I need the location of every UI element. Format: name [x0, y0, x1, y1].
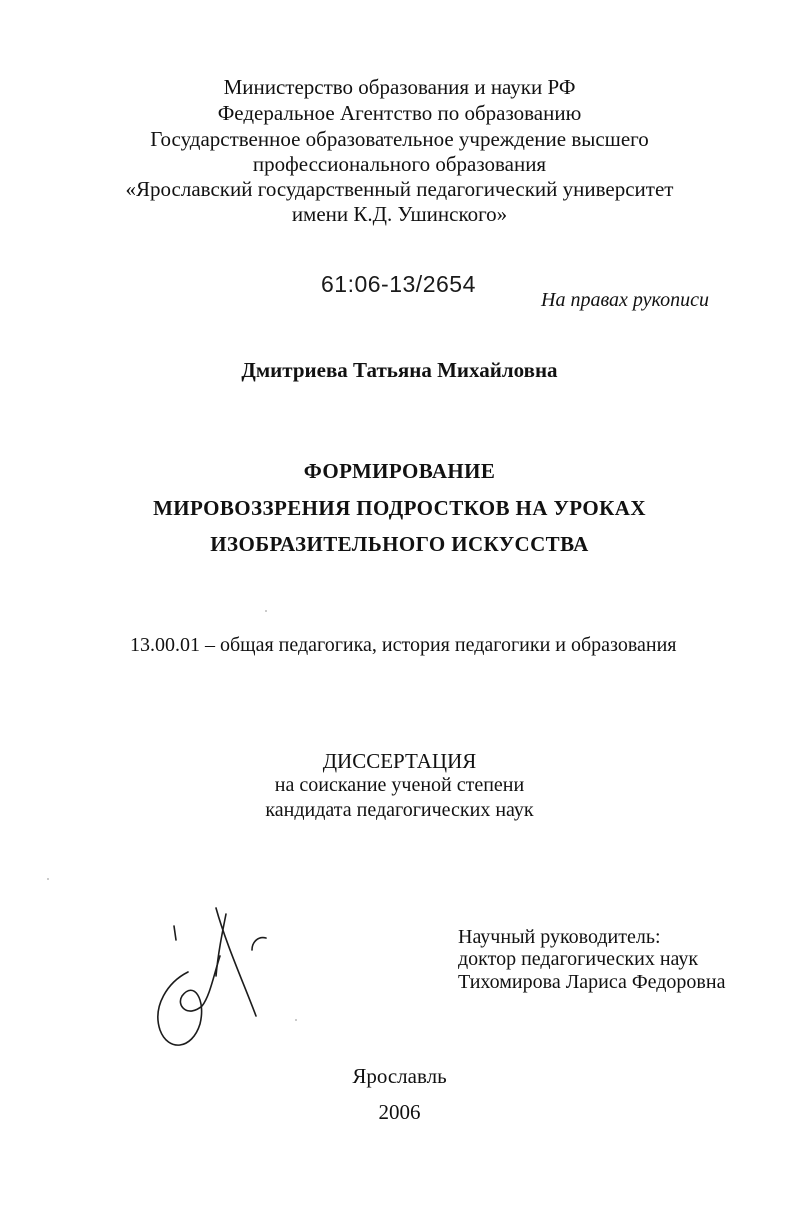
institution-line-university: «Ярославский государственный педагогический университет — [125, 177, 674, 201]
city: Ярославль — [352, 1064, 447, 1088]
specialty-code-line: 13.00.01 – общая педагогика, история педагогики и образования — [130, 634, 677, 656]
signature-stroke-tick — [174, 926, 176, 940]
dissertation-heading: ДИССЕРТАЦИЯ — [322, 749, 477, 773]
scan-speck — [265, 610, 267, 612]
signature-stroke-loop — [158, 956, 220, 1045]
institution-line-ministry: Министерство образования и науки РФ — [223, 75, 576, 99]
signature-mark — [148, 904, 278, 1054]
degree-name-line: кандидата педагогических наук — [265, 799, 534, 821]
year: 2006 — [378, 1100, 421, 1124]
advisor-label: Научный руководитель: — [458, 926, 661, 948]
institution-line-professional-education: профессионального образования — [252, 152, 547, 176]
advisor-name: Тихомирова Лариса Федоровна — [458, 971, 726, 993]
scan-speck — [295, 1019, 297, 1021]
title-line-3: ИЗОБРАЗИТЕЛЬНОГО ИСКУССТВА — [210, 532, 589, 556]
degree-sought-line: на соискание ученой степени — [274, 774, 525, 796]
advisor-degree: доктор педагогических наук — [458, 948, 699, 970]
signature-stroke-diagonal — [216, 908, 256, 1016]
institution-line-named-after: имени К.Д. Ушинского» — [291, 202, 508, 226]
title-line-2: МИРОВОЗЗРЕНИЯ ПОДРОСТКОВ НА УРОКАХ — [153, 496, 646, 520]
institution-line-agency: Федеральное Агентство по образованию — [217, 101, 582, 125]
scan-speck — [47, 878, 49, 880]
title-line-1: ФОРМИРОВАНИЕ — [303, 459, 496, 483]
rights-note: На правах рукописи — [541, 289, 709, 311]
signature-stroke-hook — [252, 938, 266, 950]
institution-line-state-institution: Государственное образовательное учреждение высшего — [150, 127, 649, 151]
catalog-code: 61:06-13/2654 — [321, 271, 476, 297]
author-name: Дмитриева Татьяна Михайловна — [241, 358, 558, 382]
